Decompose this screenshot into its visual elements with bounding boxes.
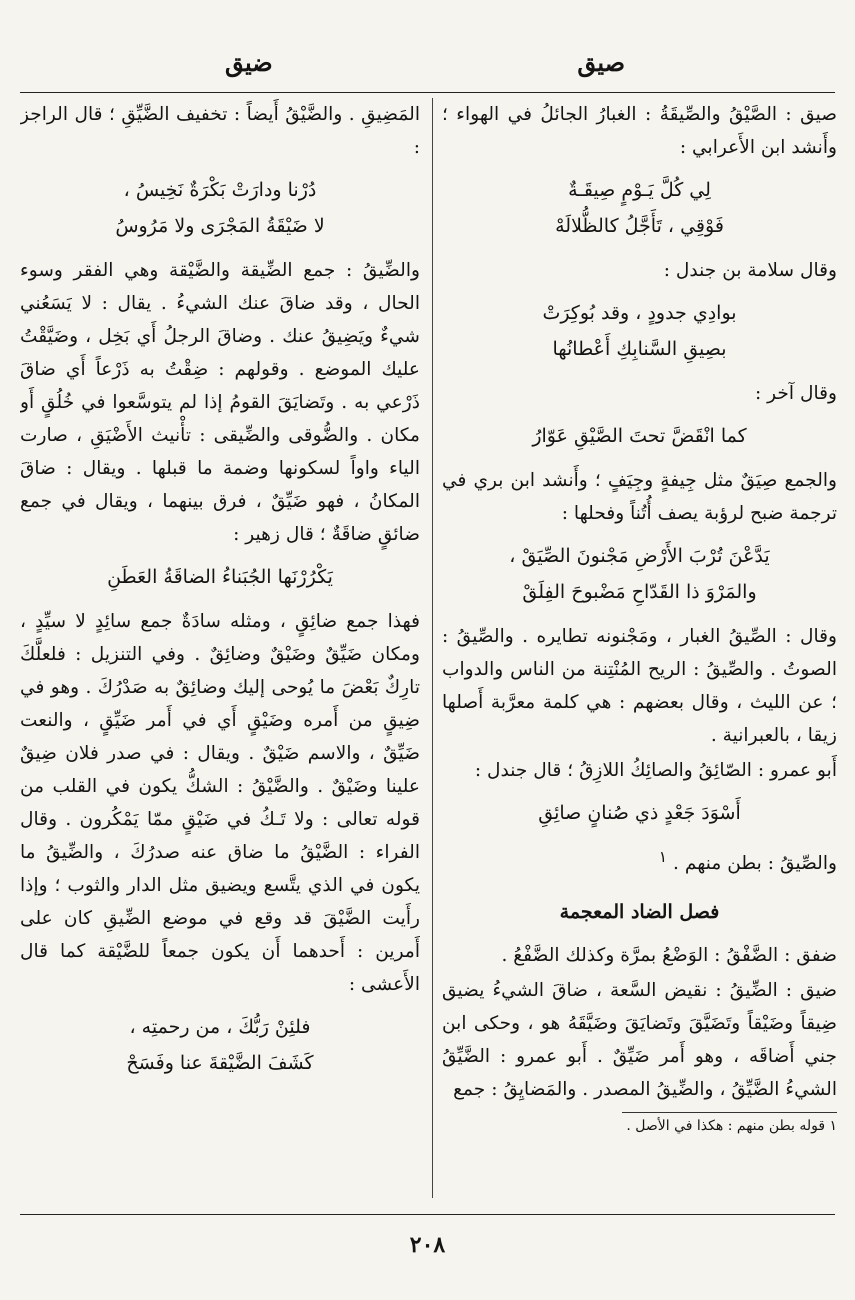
page-header xyxy=(20,40,835,93)
verse-line: فلئِنْ رَبُّكَ ، من رحمتِه ، xyxy=(129,1016,311,1038)
entry-text xyxy=(442,841,837,880)
entry-text: ضفق : الضَّفْقُ : الوَضْعُ بمرَّة وكذلك الضَّفْعُ . xyxy=(501,945,837,967)
entry-text: صيق : الصَّيْقُ والصِّيقَةُ : الغبارُ الجائلُ في الهواء ؛ وأَنشد ابن الأَعرابي : xyxy=(442,104,837,158)
verse-line: دُرْنا ودارَتْ بَكْرَةٌ نَخِيسُ ، xyxy=(123,179,317,201)
left-column xyxy=(20,98,420,1204)
header-word-left: ضيق xyxy=(225,48,273,77)
header-word-right: صيق xyxy=(577,48,625,77)
section-title: فصل الضاد المعجمة xyxy=(559,901,720,924)
verse xyxy=(20,1009,420,1081)
entry-text: أَبو عمرو : الصّائِقُ والصائِكُ اللازِقُ ؛ قال جندل : xyxy=(474,760,837,781)
verse-line: كما انْقَضَّ تحتَ الصَّيْقِ عَوّارُ xyxy=(532,425,747,447)
verse xyxy=(442,795,837,831)
entry-text: فهذا جمع ضائِقٍ ، ومثله سادَةٌ جمع سائِدٍ لا سيِّدٍ ، ومكان ضَيِّقٌ وضَيْقٌ وضائِقٌ . وفي التنزيل : فلعلَّكَ تارِكٌ بَعْضَ ما يُوحى إليك وضائِقٌ به صَدْرُكَ . وهو في ضِيقٍ من أَمره وضَيْقٍ أَي في أَمر ضَيِّقٍ ، والنعت ضَيِّقٌ ، والاسم ضَيْقٌ . ويقال : في صدر فلان ضِيقٌ علينا وضَيْقٌ . والضَّيْقُ : الشكُّ يكون في القلب من قوله تعالى : ولا تَـكُ في ضَيْقٍ ممّا يَمْكُرون . وقال الفراء : الضَّيْقُ ما ضاق عنه صدرُكَ ، والضِّيقُ ما يكون في الذي يتَّسع ويضيق مثل الدار والثوب ؛ وإذا رأَيت الضَّيْقَ قد وقع في موضع الضِّيقِ كان على أَمرين : أَحدهما أَن يكون جمعاً للضَّيْقة كما قال الأَعشى : xyxy=(20,611,420,995)
right-column xyxy=(442,98,837,1204)
footnote: ١ قوله بطن منهم : هكذا في الأصل . xyxy=(626,1118,837,1135)
entry-text: المَضِيقِ . والضَّيْقُ أَيضاً : تخفيف الضَّيِّقِ ؛ قال الراجز : xyxy=(20,104,420,158)
page-number: ٢٠٨ xyxy=(409,1232,446,1258)
verse-line: بصِيقِ السَّنابِكِ أَعْطانُها xyxy=(552,338,727,360)
entry-text: والضِّيقُ : جمع الضِّيقة والضَّيْقة وهي الفقر وسوء الحال ، وقد ضاقَ عنك الشيءُ . يقال : لا يَسَعُني شيءٌ ويَضِيقُ عنك . وضاقَ الرجلُ أَي بَخِل ، وضَيَّقْتُ عليك الموضع . وقولهم : ضِقْتُ به ذَرْعاً أَي ضاقَ ذَرْعي به . وتَضايَقَ القومُ إذا لم يتوسَّعوا في خُلُقٍ أَو مكان . والضُّوقى والضِّيقى : تأْنيث الأَضْيَقِ ، صارت الياء واواً لسكونها وضمة ما قبلها . ويقال : ضاقَ المكانُ ، فهو ضَيِّقٌ ، فرق بينهما ، ويقال في جمع ضائقٍ ضاقَةٌ ؛ قال زهير : xyxy=(20,260,420,545)
verse xyxy=(442,172,837,244)
verse-line: فَوْقِي ، تَأَجَّلُ كالظُّلالَهْ xyxy=(555,215,724,237)
verse xyxy=(442,538,837,610)
verse xyxy=(20,172,420,244)
verse-line: والمَرْوَ ذا القَدّاحِ مَضْبوحَ الفِلَقْ xyxy=(522,581,757,603)
entry-text: ضيق : الضِّيقُ : نقيض السَّعة ، ضاقَ الشيءُ يضيق ضِيقاً وضَيْقاً وتَضَيَّقَ وتَضايَقَ وضَيَّقَهُ هو ، وحكى ابن جني أَضاقَه ، وهو أَمر ضَيِّقٌ . أَبو عمرو : الضَّيِّقُ الشيءُ الضَّيِّقُ ، والضِّيقُ المصدر . والمَضايِقُ : جمع xyxy=(442,980,837,1101)
verse xyxy=(442,418,837,454)
footnote-marker: ١ xyxy=(658,848,668,866)
entry-text: والجمع صِيَقٌ مثل جِيفةٍ وجِيَفٍ ؛ وأَنشد ابن بري في ترجمة ضبح لرؤبة يصف أُتُناً وفحلها : xyxy=(442,470,837,524)
verse xyxy=(442,295,837,367)
verse-line: لِي كُلَّ يَـوْمٍ صِيقَـةٌ xyxy=(568,179,711,201)
entry-text: وقال سلامة بن جندل : xyxy=(663,260,837,281)
verse-line: كَشَفَ الضَّيْقةَ عنا وفَسَحْ xyxy=(126,1052,314,1074)
entry-text: وقال آخر : xyxy=(754,383,837,404)
verse-line: يَدَّعْنَ تُرْبَ الأَرْضِ مَجْنونَ الصِّيَقْ ، xyxy=(509,545,770,567)
verse-line: لا ضَيْقَةُ المَجْرَى ولا مَرُوسُ xyxy=(115,215,325,237)
bottom-rule xyxy=(20,1214,835,1215)
entry-text-run: والصِّيقُ : بطن منهم . xyxy=(673,853,837,875)
footnote-rule xyxy=(622,1112,837,1113)
verse xyxy=(20,559,420,595)
entry-text: وقال : الصِّيقُ الغبار ، ومَجْنونه تطايره . والصِّيقُ : الصوتُ . والصِّيقُ : الريح المُنْتِنة من الناس والدواب ؛ عن الليث ، وقال بعضهم : هي كلمة معرَّبة أَصلها زيقا ، بالعبرانية . xyxy=(442,626,837,746)
verse-line: يَكْرُرْنَها الجُبَناءُ الضاقَةُ العَطَنِ xyxy=(107,566,333,588)
column-divider xyxy=(432,98,433,1198)
verse-line: بوادِي جدودٍ ، وقد بُوكِرَتْ xyxy=(542,302,737,324)
verse-line: أَسْوَدَ جَعْدٍ ذي صُنانٍ صائِقِ xyxy=(538,802,741,824)
